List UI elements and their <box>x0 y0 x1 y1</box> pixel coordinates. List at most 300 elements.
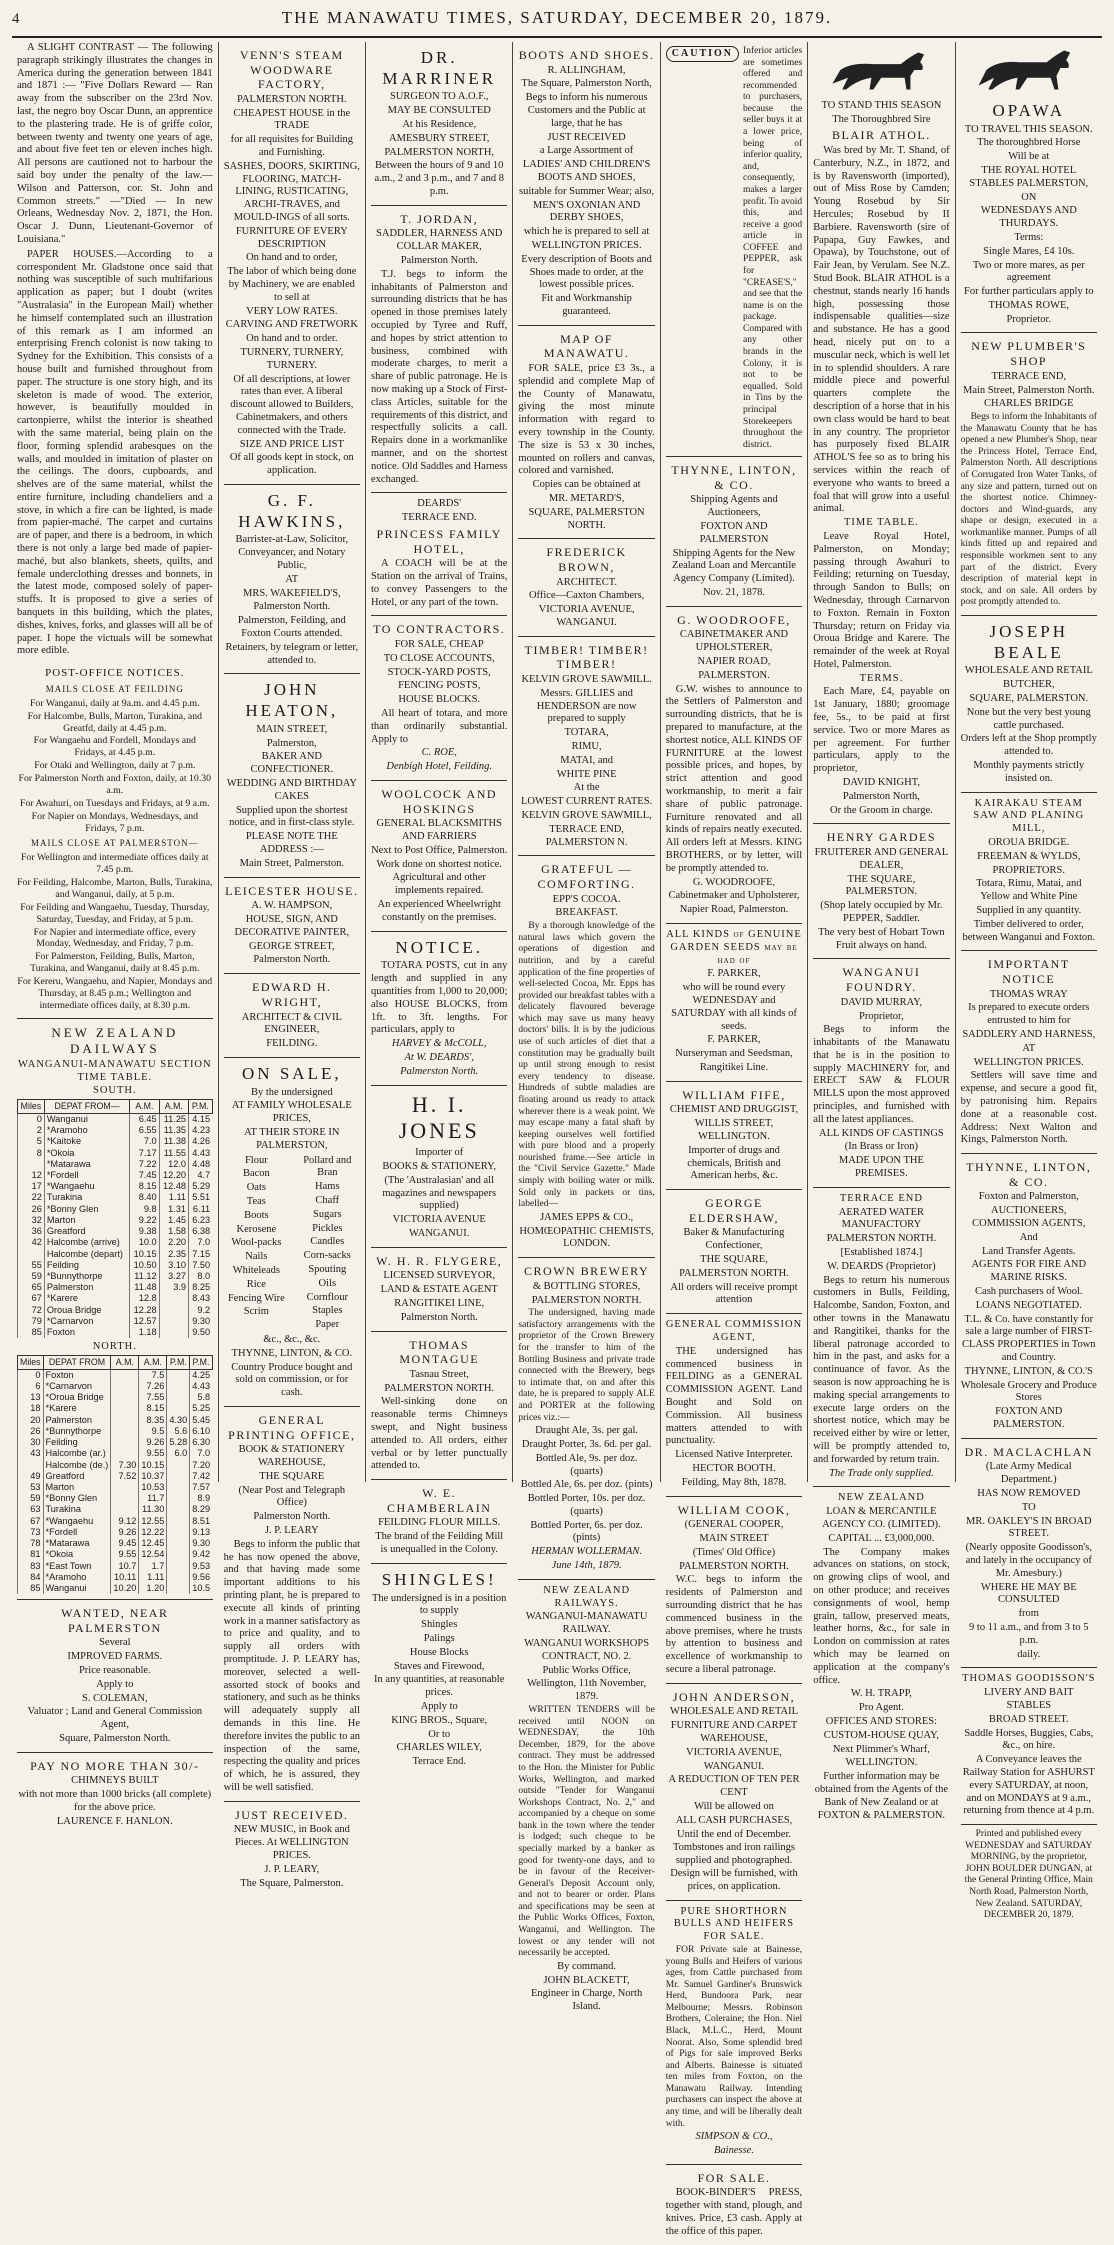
text-line: G. WOODROOFE, <box>692 876 776 888</box>
time-cell: 22 <box>18 1192 45 1203</box>
station-cell: Halcombe (ar.) <box>43 1448 111 1459</box>
text-line: WELLINGTON. <box>845 1757 918 1769</box>
text-line: KELVIN GROVE SAWMILL. <box>521 674 652 686</box>
onsale-title: ON SALE, <box>242 1063 342 1083</box>
ad-wanted-farms <box>17 1600 213 1753</box>
text-line: At the <box>573 782 600 794</box>
parker-title: ALL KINDS of GENUINE GARDEN SEEDS may be had of <box>666 929 802 966</box>
text-line: BREAKFAST. <box>555 907 618 919</box>
text-line: FURNITURE AND CARPET WAREHOUSE, <box>670 1720 798 1744</box>
time-cell <box>111 1426 139 1437</box>
text-line: Fencing Wire <box>227 1292 285 1304</box>
time-cell: 2 <box>18 1125 45 1136</box>
text-line: SQUARE, PALMERSTON NORTH. <box>528 506 645 531</box>
text-line: LAND & ESTATE AGENT <box>380 1284 498 1296</box>
text-line: which he is prepared to sell at <box>523 226 650 238</box>
time-cell: 7.15 <box>189 1249 213 1260</box>
text-line: Will be at <box>1008 151 1050 163</box>
station-cell: *Bonny Glen <box>44 1204 129 1215</box>
time-cell: 7.50 <box>189 1260 213 1271</box>
text-line: CHEMIST AND DRUGGIST, <box>669 1104 799 1116</box>
text-line: PALMERSTON NORTH, <box>384 146 495 158</box>
text-line: TERRACE END. <box>401 512 477 524</box>
ad-nz-loan <box>813 1487 949 1828</box>
kairakau-lines <box>961 837 1097 944</box>
time-cell: 43 <box>18 1448 44 1459</box>
text-line: Pro Agent. <box>858 1702 904 1714</box>
text-line: F. PARKER, <box>707 1034 761 1046</box>
text-line: Chaff <box>315 1195 340 1207</box>
epps-sig <box>518 1212 654 1251</box>
text-line: Corn-sacks <box>303 1250 351 1262</box>
thynne2-lines <box>961 1191 1097 1431</box>
time-cell: 9.26 <box>111 1527 139 1538</box>
foundry-lines <box>813 997 949 1024</box>
text-line: for all requisites for Building and Furnishing. <box>230 134 354 159</box>
text-line: Draught Ale, 3s. per gal. <box>535 1425 639 1437</box>
text-line: WEDDING AND BIRTHDAY CAKES <box>226 778 357 802</box>
time-cell: 7.57 <box>190 1482 212 1493</box>
mail-line: For Palmerston North and Foxton, daily, at 10.30 a.m. <box>18 773 212 797</box>
woodroofe-sig <box>666 877 802 917</box>
text-line: MR. METARD'S, <box>548 492 625 504</box>
time-cell: 81 <box>18 1549 44 1560</box>
time-cell: 12.54 <box>139 1549 167 1560</box>
text-line: Napier Road, Palmerston. <box>679 904 789 916</box>
ad-aerated-water <box>813 1188 949 1488</box>
time-cell: 4.48 <box>189 1159 213 1170</box>
table-row <box>18 1471 213 1482</box>
imprint: Printed and published every WEDNESDAY and SATURDAY MORNING, by the proprietor, JOHN BOULDER DUNGAN, at the General Printing Office, Main North Road, Palmerston North, New Zealand. SATURDAY, DECEMBER 20, 1879. <box>964 1829 1093 1921</box>
text-line: AGENTS FOR FIRE AND MARINE RISKS. <box>971 1259 1087 1284</box>
text-line: GENERAL BLACKSMITHS AND FARRIERS <box>376 818 502 843</box>
time-cell <box>111 1369 139 1381</box>
column-3 <box>366 42 513 1768</box>
time-cell: 9.53 <box>190 1561 212 1572</box>
time-cell: 0 <box>18 1113 45 1125</box>
booth-lines <box>666 1449 802 1489</box>
time-cell: 9.42 <box>190 1549 212 1560</box>
time-cell: 5.8 <box>190 1392 212 1403</box>
text-line: Importer of <box>415 1147 464 1159</box>
deards-body: A COACH will be at the Station on the arrival of Trains, to convey Passengers to the Hotel, or any part of the town. <box>371 558 508 608</box>
text-line: THE SQUARE <box>259 1470 325 1482</box>
text-line: CARVING AND FRETWORK <box>225 319 358 331</box>
text-line: (GENERAL COOPER, <box>684 1519 784 1531</box>
station-cell: Greatford <box>44 1226 129 1237</box>
brewery-prices <box>518 1425 654 1545</box>
time-cell: 11.38 <box>159 1136 188 1147</box>
time-cell: 10.20 <box>111 1583 139 1594</box>
time-cell <box>111 1448 139 1459</box>
time-cell: 7.52 <box>111 1471 139 1482</box>
station-cell: *Fordell <box>43 1527 111 1538</box>
column-7 <box>956 42 1102 1921</box>
table-row <box>18 1381 213 1392</box>
text-line: AT <box>1022 1042 1036 1054</box>
text-line: The Square, Palmerston. <box>240 1877 344 1889</box>
text-line: suitable for Summer Wear; also, <box>519 185 655 197</box>
wray-body: Settlers will save time and expense, and secure a good fit, by patronising him. Repairs done at a reasonable cost. Address: Next Walton and Kings, Palmerston North. <box>960 1070 1097 1146</box>
text-line: OROUA BRIDGE. <box>988 836 1070 848</box>
beale-lines <box>961 665 1097 785</box>
column-6 <box>808 42 955 1821</box>
woodroofe-title: G. WOODROOFE, <box>677 612 791 627</box>
text-line: MR. OAKLEY'S IN BROAD STREET. <box>965 1515 1092 1540</box>
time-cell: 11.7 <box>139 1493 167 1504</box>
text-line: MATAI, and <box>560 754 614 766</box>
time-cell <box>111 1493 139 1504</box>
ad-beale <box>961 616 1097 793</box>
railway-timetable <box>17 1019 213 1600</box>
time-cell: 32 <box>18 1215 45 1226</box>
brewery-lines <box>518 1281 654 1308</box>
time-cell: 8.15 <box>130 1181 159 1192</box>
time-cell: 4.30 <box>167 1415 190 1426</box>
text-line: Begs to inform his numerous Customers and the Public at large, that he has <box>525 92 648 129</box>
text-line: THOMAS WRAY <box>989 988 1068 1000</box>
text-line: Fit and Workmanship guaranteed. <box>541 293 632 317</box>
maclachlan-title: DR. MACLACHLAN <box>964 1444 1093 1459</box>
text-line: Copies can be obtained at <box>532 479 641 491</box>
onsale-goods-right <box>295 1154 360 1333</box>
time-cell: 2.20 <box>159 1237 188 1248</box>
text-line: [Established 1874.] <box>840 1247 923 1259</box>
station-cell: Halcombe (arrive) <box>44 1237 129 1248</box>
south-label: SOUTH. <box>92 1085 137 1097</box>
cook-lines <box>666 1519 802 1573</box>
text-line: Draught Porter, 3s. 6d. per gal. <box>521 1438 652 1450</box>
aerated-body: Begs to return his numerous customers in Bulls, Feilding, Halcombe, Sandon, Foxton, and other towns in the Manawatu and Rangitikei, thanks for the liberal patronage accorded to him in the past, and asks for a continuance of favor. As the season is now approaching he is making special arrangements to execute large orders on the shortest notice, which may be received either by wire or letter, will be promptly attended to, and forwarded by return train. <box>813 1274 950 1465</box>
text-line: The thoroughbred Horse <box>977 137 1081 149</box>
time-cell: 9.22 <box>130 1215 159 1226</box>
text-line: RANGITIKEI LINE, <box>394 1298 485 1310</box>
time-cell: 5.45 <box>190 1415 212 1426</box>
news-item-contrast <box>17 42 213 658</box>
text-line: Work done on shortest notice. <box>376 858 502 870</box>
text-line: LAURENCE F. HANLON. <box>56 1815 173 1827</box>
time-cell: 55 <box>18 1260 45 1271</box>
column-header: Miles <box>18 1356 44 1370</box>
time-cell: 26 <box>18 1204 45 1215</box>
column-header: A.M. <box>159 1100 188 1114</box>
mail-line: For Napier and intermediate office, every Monday, Wednesday, and Friday, 7 p.m. <box>33 926 197 950</box>
text-line: PALMERSTON NORTH. <box>531 1294 642 1306</box>
text-line: THOMAS ROWE, <box>988 299 1070 311</box>
time-cell: 4.25 <box>190 1369 212 1381</box>
text-line: The Square, Palmerston North, <box>521 78 652 90</box>
time-cell: 1.7 <box>139 1561 167 1572</box>
text-line: THYNNE, LINTON, & CO. <box>231 1347 353 1359</box>
text-line: A REDUCTION OF TEN PER CENT <box>668 1774 800 1799</box>
columns <box>12 42 1102 2237</box>
station-cell: Foxton <box>43 1369 111 1381</box>
text-line: Will be allowed on <box>694 1800 774 1812</box>
time-cell: 3.10 <box>159 1260 188 1271</box>
text-line: At W. DEARDS', <box>404 1051 474 1063</box>
text-line: WILLIS STREET, WELLINGTON. <box>694 1118 774 1142</box>
text-line: &c., &c., &c. <box>263 1333 321 1345</box>
time-cell: 30 <box>18 1437 44 1448</box>
time-cell: 7.5 <box>139 1369 167 1381</box>
time-cell: 4.7 <box>189 1170 213 1181</box>
woodroofe-lines <box>666 629 802 682</box>
text-line: SURGEON TO A.O.F., <box>389 91 489 103</box>
text-line: Supplied upon the shortest notice, and in first-class style. <box>229 804 355 829</box>
text-line: AT THEIR STORE IN PALMERSTON, <box>244 1127 340 1151</box>
ad-booth <box>666 1314 802 1496</box>
text-line: Kerosene <box>236 1223 277 1235</box>
text-line: FURNITURE OF EVERY DESCRIPTION <box>235 225 348 250</box>
ad-leicester-house <box>224 878 360 975</box>
table-row <box>18 1415 213 1426</box>
column-2 <box>219 42 366 1889</box>
text-line: TO CLOSE ACCOUNTS, <box>383 652 495 664</box>
station-cell: *Aramoho <box>43 1572 111 1583</box>
text-line: (Shop lately occupied by Mr. PEPPER, Saddler. <box>820 900 943 925</box>
text-line: Valuator ; Land and General Commission Agent, <box>27 1706 203 1731</box>
table-row <box>18 1170 213 1181</box>
mail-line: For Palmerston, Feilding, Bulls, Marton, Turakina, and Wanganui, daily at 8.45 p.m. <box>30 951 200 975</box>
contractors-lines <box>371 639 507 707</box>
text-line: WHOLESALE AND RETAIL <box>669 1706 799 1718</box>
station-cell: Feilding <box>44 1260 129 1271</box>
station-cell: Halcombe (de.) <box>43 1460 111 1471</box>
station-cell: *Karere <box>44 1293 129 1304</box>
page-number: 4 <box>12 11 20 27</box>
text-line: Palmerston, Feilding, and Foxton Courts attended. <box>237 615 346 640</box>
time-cell: 4.26 <box>189 1136 213 1147</box>
text-line: (Near Post and Telegraph Office) <box>238 1484 346 1509</box>
time-cell <box>111 1482 139 1493</box>
time-cell: 12.0 <box>159 1159 188 1170</box>
time-cell: 7.45 <box>130 1170 159 1181</box>
caution-body: Inferior articles are sometimes offered and recommended to purchasers, because the seller buys it at a lower price, being of inferior quality, and, consequently, makes a larger profit. To avoid this, and receive a good article in COFFEE and PEPPER, ask for "CREASE'S," and see that the name is on the package. Compared with any other brands in the Colony, it is not to be equalled. Sold in Tins by the principal Storekeepers throughout the district. <box>743 46 803 450</box>
text-line: Next Plimmer's Wharf, <box>832 1743 930 1755</box>
map-body: FOR SALE, price £3 3s., a splendid and complete Map of the County of Manawatu, giving the most minute information with regard to every township in the County. The size is 53 x 30 inches, mounted on rollers and canvas, colored and varnished. <box>518 363 655 477</box>
hawkins-lines <box>224 534 360 667</box>
station-cell: Turakina <box>44 1192 129 1203</box>
plumber-lines <box>961 371 1097 411</box>
text-line: Bottled Porter, 6s. per doz. (pints) <box>530 1519 643 1544</box>
ad-jordan <box>371 206 507 494</box>
leicester-lines <box>224 900 360 967</box>
text-line: Land Transfer Agents. <box>981 1245 1076 1257</box>
ad-jones <box>371 1086 507 1248</box>
ad-just-received <box>224 1802 360 1897</box>
text-line: THE ROYAL HOTEL STABLES PALMERSTON, <box>969 164 1089 189</box>
text-line: WEDNESDAYS AND THURDAYS. <box>980 205 1077 230</box>
time-cell: 12.57 <box>130 1316 159 1327</box>
time-cell: 3.9 <box>159 1282 188 1293</box>
station-cell: *Aramoho <box>44 1125 129 1136</box>
table-row <box>18 1369 213 1381</box>
brewery-title: CROWN BREWERY <box>524 1264 650 1279</box>
text-line: JAMES EPPS & CO., <box>540 1211 634 1223</box>
railways-sig <box>518 1961 654 2014</box>
text-line: KING BROS., Square, <box>391 1714 488 1726</box>
text-line: Square, Palmerston North. <box>59 1733 171 1745</box>
time-cell: 8.51 <box>190 1516 212 1527</box>
column-1 <box>12 42 219 1827</box>
time-cell <box>159 1305 188 1316</box>
text-line: Messrs. GILLIES and HENDERSON are now prepared to supply <box>536 687 637 725</box>
text-line: PROPRIETORS. <box>992 864 1065 876</box>
station-cell: Wanganui <box>43 1583 111 1594</box>
contractors-title: TO CONTRACTORS. <box>373 622 506 637</box>
time-cell: 10.7 <box>111 1561 139 1572</box>
text-line: The labor of which being done by Machinery, we are enabled to sell at <box>227 266 357 303</box>
shorthorn-body: FOR Private sale at Bainesse, young Bulls and Heifers of various ages, from Cattle purchased from Mr. Samuel Gardiner's Brunswick Herd, Bundoora Park, near Melbourne; Messrs. Robinson Brothers, Coleraine; the Hon. Niel Black, M.L.C., Herd, Mount Noorat. Also, Some splendid bred of Pigs for sale improved Berks and Alberts. Bainesse is situated ten miles from Foxton, on the Manawatu Railway. Intending purchasers can inspect the above at any time, and will be liberally dealt with. <box>665 1944 803 2129</box>
station-cell: *Bonny Glen <box>43 1493 111 1504</box>
time-cell: 1.31 <box>159 1204 188 1215</box>
thynne-title: THYNNE, LINTON, & CO. <box>671 463 797 492</box>
ad-fife <box>666 1082 802 1190</box>
ad-anderson <box>666 1684 802 1901</box>
time-cell: 85 <box>18 1583 44 1594</box>
time-cell: 11.12 <box>130 1271 159 1282</box>
cook-title: WILLIAM COOK, <box>677 1502 791 1517</box>
beale-title: JOSEPH BEALE <box>989 621 1068 662</box>
woolcock-title: WOOLCOCK AND HOSKINGS <box>381 787 498 816</box>
text-line: F. PARKER, <box>707 968 761 980</box>
table-row <box>18 1271 213 1282</box>
text-line: VICTORIA AVENUE <box>392 1214 486 1226</box>
text-line: NAPIER ROAD, <box>697 656 771 668</box>
loan-title: NEW ZEALAND <box>837 1492 925 1504</box>
text-line: Shipping Agents for the New Zealand Loan and Mercantile Agency Company (Limited). <box>672 547 796 585</box>
station-cell: *Carnarvon <box>44 1316 129 1327</box>
text-line: FENCING POSTS, <box>398 680 481 692</box>
blair-lines <box>813 100 949 127</box>
text-line: W. H. TRAPP, <box>850 1688 912 1700</box>
time-cell: 7.22 <box>130 1159 159 1170</box>
time-cell: 4.15 <box>189 1113 213 1125</box>
text-line: All orders will receive prompt attention <box>670 1281 798 1306</box>
time-cell: 59 <box>18 1271 45 1282</box>
column-header: DEPAT FROM— <box>44 1100 129 1114</box>
table-row <box>18 1549 213 1560</box>
text-line: Is prepared to execute orders entrusted to him for <box>968 1002 1090 1027</box>
time-cell <box>111 1381 139 1392</box>
parker-lines <box>666 968 802 1074</box>
text-line: MEN'S OXONIAN AND DERBY SHOES, <box>532 199 641 224</box>
text-line: Bainesse. <box>714 2144 754 2156</box>
text-line: A. W. HAMPSON, <box>251 900 333 912</box>
time-cell: 17 <box>18 1181 45 1192</box>
text-line: Apply to <box>420 1700 458 1712</box>
plumber-title: NEW PLUMBER'S SHOP <box>971 339 1087 369</box>
text-line: Terms: <box>1014 231 1044 243</box>
onsale-footer <box>224 1334 360 1400</box>
post-office-notices <box>17 660 213 1019</box>
text-line: PALMERSTON NORTH. <box>826 1233 937 1245</box>
text-line: from <box>1018 1608 1039 1620</box>
text-line: Every description of Boots and Shoes made to order, at the lowest possible prices. <box>521 253 652 291</box>
text-line: For further particulars apply to <box>964 286 1094 298</box>
station-cell: *Fordell <box>44 1170 129 1181</box>
text-line: Single Mares, £4 10s. <box>983 245 1075 257</box>
time-cell: 12.28 <box>130 1305 159 1316</box>
text-line: PLEASE NOTE THE ADDRESS :— <box>245 831 338 856</box>
kairakau-title: KAIRAKAU STEAM SAW AND PLANING MILL, <box>973 797 1085 835</box>
time-cell <box>167 1392 190 1403</box>
time-cell: 9.30 <box>189 1316 213 1327</box>
ad-wanganui-foundry <box>813 959 949 1187</box>
time-cell: 4.23 <box>189 1125 213 1136</box>
text-line: FOXTON AND PALMERSTON. <box>993 1406 1065 1430</box>
time-cell: 83 <box>18 1561 44 1572</box>
text-line: BOOKS & STATIONERY, <box>382 1161 497 1173</box>
contractors-body: All heart of totara, and more than ordinarily substantial. Apply to <box>371 708 508 745</box>
text-line: Teas <box>246 1196 266 1208</box>
time-cell: 11.55 <box>159 1148 188 1159</box>
text-line: WELLINGTON PRICES. <box>973 1056 1084 1068</box>
anderson-lines <box>666 1706 802 1893</box>
column-header: P.M. <box>167 1356 190 1370</box>
text-line: BOOK & STATIONERY WAREHOUSE, <box>238 1444 346 1469</box>
blair-terms: Each Mare, £4, payable on 1st January, 1880; groomage fee, 5s., to be paid at first service. Two or more Mares as per agreement. For further particulars, apply to the proprietor, <box>813 686 950 775</box>
text-line: a Large Assortment of <box>539 145 634 157</box>
time-cell: 7.42 <box>190 1471 212 1482</box>
time-cell: 5.51 <box>189 1192 213 1203</box>
station-cell: Oroua Bridge <box>44 1305 129 1316</box>
text-line: SADDLER, HARNESS AND COLLAR MAKER, <box>376 228 503 253</box>
text-line: W. DEARDS (Proprietor) <box>827 1260 936 1272</box>
text-line: HECTOR BOOTH. <box>692 1462 776 1474</box>
time-cell <box>159 1316 188 1327</box>
time-cell: 1.11 <box>159 1192 188 1203</box>
text-line: Apply to <box>96 1678 134 1690</box>
time-cell <box>167 1403 190 1414</box>
forsale-title: FOR SALE. <box>697 2170 771 2185</box>
text-line: PALMERSTON NORTH. <box>384 1382 495 1394</box>
text-line: DEARDS' <box>417 498 462 510</box>
time-cell: 8.15 <box>139 1403 167 1414</box>
shorthorn-title: PURE SHORTHORN BULLS AND HEIFERS FOR SALE. <box>673 1905 795 1943</box>
onsale-goods <box>224 1154 360 1333</box>
time-cell: 10.37 <box>139 1471 167 1482</box>
text-line: PALMERSTON NORTH. <box>237 93 347 105</box>
ad-map-manawatu <box>518 326 654 540</box>
text-line: Cornflour <box>306 1291 348 1303</box>
time-cell <box>18 1159 45 1170</box>
ad-heaton <box>224 674 360 877</box>
text-line: SASHES, DOORS, SKIRTING, FLOORING, MATCH-LINING, RUSTICATING, ARCHI-TRAVES, and MOULD-INGS of all sorts. <box>223 160 360 224</box>
station-cell: *Wangaehu <box>44 1181 129 1192</box>
text-line: Wellington, 11th November, 1879. <box>527 1678 647 1703</box>
text-line: HOMŒOPATHIC CHEMISTS, LONDON. <box>519 1225 654 1250</box>
time-cell: 9.50 <box>189 1327 213 1338</box>
text-line: RIMU, <box>571 741 602 753</box>
text-line: An experienced Wheelwright constantly on the premises. <box>377 899 501 923</box>
text-line: Nurseryman and Seedsman, <box>675 1048 793 1060</box>
text-line: MADE UPON THE PREMISES. <box>838 1155 924 1180</box>
text-line: Price reasonable. <box>78 1665 151 1677</box>
mail-line: For Wanganui, daily at 9a.m. and 4.45 p.m. <box>29 697 200 709</box>
text-line: Between the hours of 9 and 10 a.m., 2 and 3 p.m., and 7 and 8 p.m. <box>374 160 504 198</box>
station-cell: Foxton <box>44 1327 129 1338</box>
horse-illustration-icon <box>961 46 1097 94</box>
text-line: GEORGE STREET, <box>249 940 335 952</box>
text-line: LOWEST CURRENT RATES. <box>521 796 653 808</box>
text-line: SIZE AND PRICE LIST <box>239 438 344 450</box>
text-line: ALL CASH PURCHASES, <box>675 1814 793 1826</box>
text-line: Of all descriptions, at lower rates than ever. A liberal discount allowed to Builders, Cabinetmakers, and others connected with the Trade. <box>230 373 354 436</box>
ad-boots-shoes <box>518 42 654 326</box>
table-row <box>18 1204 213 1215</box>
text-line: And <box>1019 1231 1038 1243</box>
